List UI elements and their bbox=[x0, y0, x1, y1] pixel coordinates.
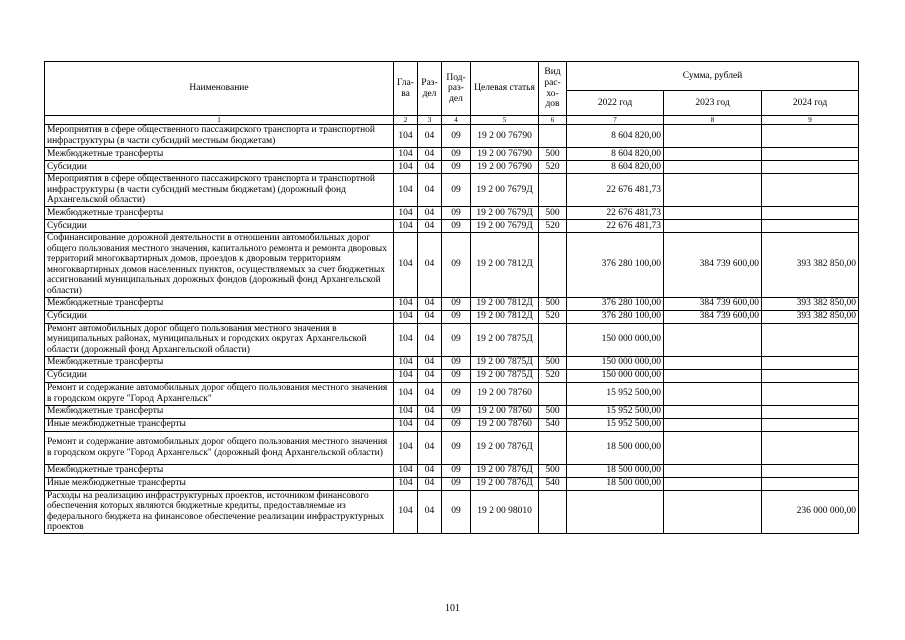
table-row bbox=[45, 464, 859, 477]
row-glava: 104 bbox=[394, 382, 418, 405]
row-sum-2022: 150 000 000,00 bbox=[567, 369, 664, 382]
row-razdel: 04 bbox=[418, 477, 442, 490]
row-sum-2022: 15 952 500,00 bbox=[567, 405, 664, 418]
row-expense-type: 540 bbox=[539, 477, 567, 490]
row-sum-2024: 393 382 850,00 bbox=[762, 297, 859, 310]
row-expense-type bbox=[539, 382, 567, 405]
row-sum-2024 bbox=[762, 431, 859, 464]
header-razdel: Раз-дел bbox=[418, 62, 442, 116]
row-expense-type: 500 bbox=[539, 464, 567, 477]
row-name: Иные межбюджетные трансферты bbox=[45, 477, 394, 490]
row-name: Ремонт и содержание автомобильных дорог общего пользования местного значения в городском округе "Город Архангельск" bbox=[45, 382, 394, 405]
row-podrazdel: 09 bbox=[442, 148, 471, 161]
row-target-article: 19 2 00 98010 bbox=[471, 490, 539, 533]
row-target-article: 19 2 00 7875Д bbox=[471, 323, 539, 356]
row-name: Расходы на реализацию инфраструктурных проектов, источником финансового обеспечения которых являются бюджетные кредиты, предоставляемые из федерального бюджета на финансовое обеспечение реализации инфраструктурных проектов bbox=[45, 490, 394, 533]
row-razdel: 04 bbox=[418, 297, 442, 310]
row-name: Межбюджетные трансферты bbox=[45, 356, 394, 369]
row-glava: 104 bbox=[394, 148, 418, 161]
row-glava: 104 bbox=[394, 310, 418, 323]
row-sum-2022: 8 604 820,00 bbox=[567, 161, 664, 174]
row-expense-type: 500 bbox=[539, 405, 567, 418]
row-expense-type bbox=[539, 174, 567, 207]
row-expense-type: 500 bbox=[539, 297, 567, 310]
row-sum-2023 bbox=[664, 418, 762, 431]
table-header bbox=[45, 62, 859, 125]
row-target-article: 19 2 00 7679Д bbox=[471, 207, 539, 220]
row-razdel: 04 bbox=[418, 220, 442, 233]
row-name: Субсидии bbox=[45, 369, 394, 382]
row-expense-type bbox=[539, 233, 567, 298]
row-expense-type: 520 bbox=[539, 369, 567, 382]
row-name: Межбюджетные трансферты bbox=[45, 405, 394, 418]
row-sum-2022: 22 676 481,73 bbox=[567, 174, 664, 207]
table-row bbox=[45, 310, 859, 323]
row-target-article: 19 2 00 7876Д bbox=[471, 431, 539, 464]
budget-table bbox=[44, 61, 859, 534]
row-razdel: 04 bbox=[418, 233, 442, 298]
column-number: 7 bbox=[567, 116, 664, 125]
row-expense-type: 540 bbox=[539, 418, 567, 431]
row-sum-2022: 15 952 500,00 bbox=[567, 418, 664, 431]
row-razdel: 04 bbox=[418, 369, 442, 382]
row-sum-2022: 150 000 000,00 bbox=[567, 323, 664, 356]
row-target-article: 19 2 00 7812Д bbox=[471, 233, 539, 298]
table-row bbox=[45, 382, 859, 405]
row-name: Межбюджетные трансферты bbox=[45, 464, 394, 477]
row-name: Ремонт и содержание автомобильных дорог общего пользования местного значения в городском округе "Город Архангельск" (дорожный фонд Архангельской области) bbox=[45, 431, 394, 464]
table-row bbox=[45, 220, 859, 233]
row-sum-2023 bbox=[664, 464, 762, 477]
row-sum-2023 bbox=[664, 405, 762, 418]
row-podrazdel: 09 bbox=[442, 323, 471, 356]
row-name: Ремонт автомобильных дорог общего пользования местного значения в муниципальных районах, муниципальных и городских округах Архангельской области (дорожный фонд Архангельской области) bbox=[45, 323, 394, 356]
row-podrazdel: 09 bbox=[442, 174, 471, 207]
row-sum-2022: 8 604 820,00 bbox=[567, 125, 664, 148]
row-glava: 104 bbox=[394, 233, 418, 298]
row-sum-2023: 384 739 600,00 bbox=[664, 310, 762, 323]
row-podrazdel: 09 bbox=[442, 207, 471, 220]
column-number: 5 bbox=[471, 116, 539, 125]
row-podrazdel: 09 bbox=[442, 477, 471, 490]
row-target-article: 19 2 00 78760 bbox=[471, 382, 539, 405]
row-glava: 104 bbox=[394, 220, 418, 233]
table-row bbox=[45, 477, 859, 490]
row-glava: 104 bbox=[394, 174, 418, 207]
row-sum-2024 bbox=[762, 382, 859, 405]
row-glava: 104 bbox=[394, 125, 418, 148]
row-name: Субсидии bbox=[45, 310, 394, 323]
row-sum-2023 bbox=[664, 161, 762, 174]
row-podrazdel: 09 bbox=[442, 464, 471, 477]
row-podrazdel: 09 bbox=[442, 369, 471, 382]
row-sum-2022: 22 676 481,73 bbox=[567, 207, 664, 220]
row-podrazdel: 09 bbox=[442, 161, 471, 174]
row-razdel: 04 bbox=[418, 310, 442, 323]
row-expense-type: 500 bbox=[539, 207, 567, 220]
row-sum-2022: 22 676 481,73 bbox=[567, 220, 664, 233]
row-razdel: 04 bbox=[418, 207, 442, 220]
row-sum-2023 bbox=[664, 356, 762, 369]
row-sum-2024 bbox=[762, 418, 859, 431]
row-podrazdel: 09 bbox=[442, 233, 471, 298]
row-glava: 104 bbox=[394, 477, 418, 490]
header-year-2022: 2022 год bbox=[567, 91, 664, 116]
table-row bbox=[45, 125, 859, 148]
header-glava: Гла-ва bbox=[394, 62, 418, 116]
table-row bbox=[45, 207, 859, 220]
row-expense-type bbox=[539, 125, 567, 148]
row-sum-2023 bbox=[664, 490, 762, 533]
row-razdel: 04 bbox=[418, 382, 442, 405]
row-sum-2022: 376 280 100,00 bbox=[567, 233, 664, 298]
column-number: 8 bbox=[664, 116, 762, 125]
row-sum-2024 bbox=[762, 125, 859, 148]
table-row bbox=[45, 161, 859, 174]
row-sum-2024 bbox=[762, 161, 859, 174]
row-podrazdel: 09 bbox=[442, 405, 471, 418]
row-target-article: 19 2 00 7812Д bbox=[471, 297, 539, 310]
row-expense-type: 520 bbox=[539, 161, 567, 174]
row-sum-2023 bbox=[664, 174, 762, 207]
row-sum-2023 bbox=[664, 220, 762, 233]
row-expense-type: 500 bbox=[539, 148, 567, 161]
row-glava: 104 bbox=[394, 323, 418, 356]
row-target-article: 19 2 00 7876Д bbox=[471, 464, 539, 477]
header-year-2023: 2023 год bbox=[664, 91, 762, 116]
row-sum-2024 bbox=[762, 477, 859, 490]
row-sum-2024 bbox=[762, 323, 859, 356]
row-razdel: 04 bbox=[418, 464, 442, 477]
row-expense-type bbox=[539, 490, 567, 533]
table-row bbox=[45, 297, 859, 310]
row-expense-type: 500 bbox=[539, 356, 567, 369]
header-name: Наименование bbox=[45, 62, 394, 116]
row-sum-2023 bbox=[664, 382, 762, 405]
table-row bbox=[45, 148, 859, 161]
row-target-article: 19 2 00 7876Д bbox=[471, 477, 539, 490]
row-razdel: 04 bbox=[418, 323, 442, 356]
row-sum-2023 bbox=[664, 369, 762, 382]
row-sum-2024 bbox=[762, 369, 859, 382]
row-sum-2022: 18 500 000,00 bbox=[567, 464, 664, 477]
row-sum-2022: 15 952 500,00 bbox=[567, 382, 664, 405]
row-sum-2022: 376 280 100,00 bbox=[567, 297, 664, 310]
row-razdel: 04 bbox=[418, 490, 442, 533]
row-sum-2024 bbox=[762, 464, 859, 477]
row-razdel: 04 bbox=[418, 405, 442, 418]
row-glava: 104 bbox=[394, 418, 418, 431]
row-glava: 104 bbox=[394, 464, 418, 477]
page-number: 101 bbox=[445, 603, 460, 614]
row-podrazdel: 09 bbox=[442, 220, 471, 233]
row-podrazdel: 09 bbox=[442, 297, 471, 310]
row-target-article: 19 2 00 78760 bbox=[471, 418, 539, 431]
row-sum-2024: 236 000 000,00 bbox=[762, 490, 859, 533]
row-sum-2022: 18 500 000,00 bbox=[567, 477, 664, 490]
row-razdel: 04 bbox=[418, 174, 442, 207]
row-target-article: 19 2 00 7875Д bbox=[471, 369, 539, 382]
row-sum-2024: 393 382 850,00 bbox=[762, 233, 859, 298]
table-row bbox=[45, 323, 859, 356]
table-row bbox=[45, 405, 859, 418]
row-razdel: 04 bbox=[418, 418, 442, 431]
row-glava: 104 bbox=[394, 369, 418, 382]
table-row bbox=[45, 369, 859, 382]
row-razdel: 04 bbox=[418, 356, 442, 369]
row-expense-type: 520 bbox=[539, 310, 567, 323]
row-razdel: 04 bbox=[418, 431, 442, 464]
row-sum-2022: 150 000 000,00 bbox=[567, 356, 664, 369]
row-podrazdel: 09 bbox=[442, 382, 471, 405]
column-number: 9 bbox=[762, 116, 859, 125]
column-number: 1 bbox=[45, 116, 394, 125]
row-name: Межбюджетные трансферты bbox=[45, 148, 394, 161]
row-name: Иные межбюджетные трансферты bbox=[45, 418, 394, 431]
column-number: 3 bbox=[418, 116, 442, 125]
row-razdel: 04 bbox=[418, 161, 442, 174]
table-row bbox=[45, 233, 859, 298]
row-target-article: 19 2 00 7875Д bbox=[471, 356, 539, 369]
row-podrazdel: 09 bbox=[442, 310, 471, 323]
column-numbers-row bbox=[45, 116, 859, 125]
row-sum-2024 bbox=[762, 220, 859, 233]
row-expense-type bbox=[539, 323, 567, 356]
row-glava: 104 bbox=[394, 207, 418, 220]
row-target-article: 19 2 00 7812Д bbox=[471, 310, 539, 323]
table-row bbox=[45, 356, 859, 369]
row-sum-2024 bbox=[762, 148, 859, 161]
table-row bbox=[45, 431, 859, 464]
row-sum-2022: 8 604 820,00 bbox=[567, 148, 664, 161]
row-target-article: 19 2 00 76790 bbox=[471, 148, 539, 161]
row-podrazdel: 09 bbox=[442, 418, 471, 431]
row-sum-2022 bbox=[567, 490, 664, 533]
row-target-article: 19 2 00 78760 bbox=[471, 405, 539, 418]
row-name: Межбюджетные трансферты bbox=[45, 297, 394, 310]
row-sum-2022: 18 500 000,00 bbox=[567, 431, 664, 464]
header-podrazdel: Под-раз-дел bbox=[442, 62, 471, 116]
row-name: Субсидии bbox=[45, 161, 394, 174]
table-row bbox=[45, 418, 859, 431]
row-podrazdel: 09 bbox=[442, 125, 471, 148]
row-sum-2023: 384 739 600,00 bbox=[664, 297, 762, 310]
header-sum: Сумма, рублей bbox=[567, 62, 859, 91]
column-number: 2 bbox=[394, 116, 418, 125]
row-name: Мероприятия в сфере общественного пассажирского транспорта и транспортной инфраструктуры (в части субсидий местным бюджетам) (дорожный фонд Архангельской области) bbox=[45, 174, 394, 207]
row-target-article: 19 2 00 76790 bbox=[471, 125, 539, 148]
header-target: Целевая статья bbox=[471, 62, 539, 116]
table-row bbox=[45, 490, 859, 533]
row-glava: 104 bbox=[394, 490, 418, 533]
row-sum-2023 bbox=[664, 477, 762, 490]
row-target-article: 19 2 00 7679Д bbox=[471, 174, 539, 207]
row-sum-2024 bbox=[762, 207, 859, 220]
row-podrazdel: 09 bbox=[442, 431, 471, 464]
row-name: Софинансирование дорожной деятельности в отношении автомобильных дорог общего пользования местного значения, капитального ремонта и ремонта дворовых территорий многоквартирных домов, проездов к дворовым территориям многоквартирных домов населенных пунктов, осуществляемых за счет бюджетных ассигнований муниципальных дорожных фондов (дорожный фонд Архангельской области) bbox=[45, 233, 394, 298]
row-sum-2023 bbox=[664, 207, 762, 220]
row-glava: 104 bbox=[394, 405, 418, 418]
row-sum-2023 bbox=[664, 323, 762, 356]
row-sum-2024: 393 382 850,00 bbox=[762, 310, 859, 323]
column-number: 4 bbox=[442, 116, 471, 125]
row-podrazdel: 09 bbox=[442, 356, 471, 369]
row-razdel: 04 bbox=[418, 125, 442, 148]
table-body bbox=[45, 125, 859, 534]
row-name: Межбюджетные трансферты bbox=[45, 207, 394, 220]
column-number: 6 bbox=[539, 116, 567, 125]
row-glava: 104 bbox=[394, 297, 418, 310]
header-vid: Вид рас-хо-дов bbox=[539, 62, 567, 116]
row-sum-2022: 376 280 100,00 bbox=[567, 310, 664, 323]
row-sum-2023 bbox=[664, 431, 762, 464]
row-razdel: 04 bbox=[418, 148, 442, 161]
row-sum-2024 bbox=[762, 174, 859, 207]
header-year-2024: 2024 год bbox=[762, 91, 859, 116]
row-sum-2023 bbox=[664, 148, 762, 161]
row-sum-2023 bbox=[664, 125, 762, 148]
row-podrazdel: 09 bbox=[442, 490, 471, 533]
row-glava: 104 bbox=[394, 431, 418, 464]
row-sum-2024 bbox=[762, 405, 859, 418]
row-target-article: 19 2 00 7679Д bbox=[471, 220, 539, 233]
row-sum-2024 bbox=[762, 356, 859, 369]
table-row bbox=[45, 174, 859, 207]
row-expense-type bbox=[539, 431, 567, 464]
row-target-article: 19 2 00 76790 bbox=[471, 161, 539, 174]
row-glava: 104 bbox=[394, 356, 418, 369]
row-expense-type: 520 bbox=[539, 220, 567, 233]
row-name: Субсидии bbox=[45, 220, 394, 233]
row-name: Мероприятия в сфере общественного пассажирского транспорта и транспортной инфраструктуры (в части субсидий местным бюджетам) bbox=[45, 125, 394, 148]
row-sum-2023: 384 739 600,00 bbox=[664, 233, 762, 298]
row-glava: 104 bbox=[394, 161, 418, 174]
